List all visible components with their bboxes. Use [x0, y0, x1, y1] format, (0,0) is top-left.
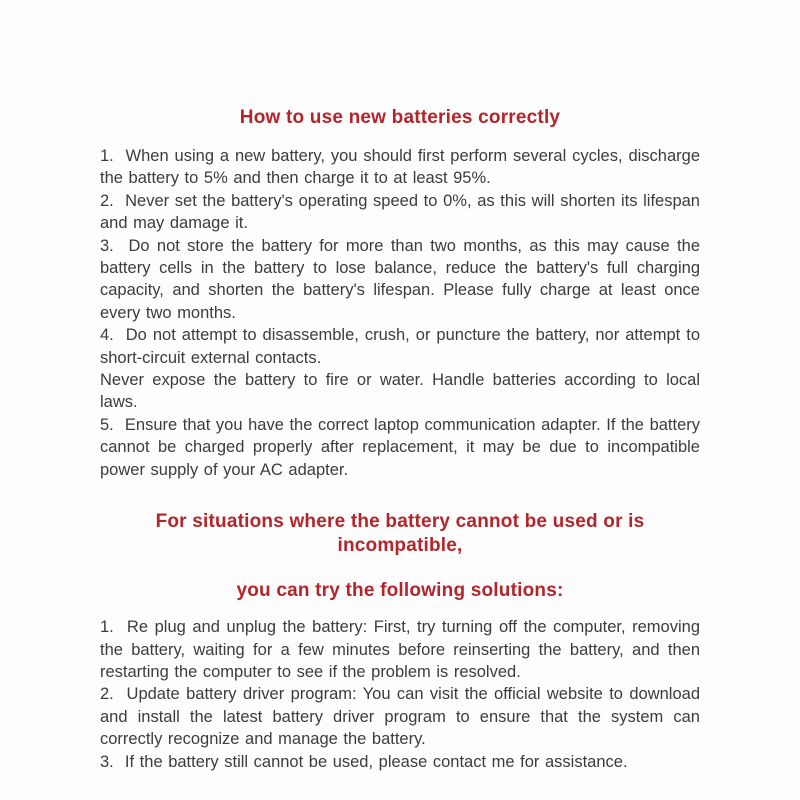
- solutions-section: [100, 616, 700, 773]
- troubleshooting-title-line1: For situations where the battery cannot be used or is incompatible,: [155, 511, 645, 557]
- document-content: [100, 106, 700, 773]
- solution-item-2: 2. Update battery driver program: You can visit the official website to download and install the latest battery driver program to ensure that the system can correctly recognize and manage the battery.: [100, 685, 700, 749]
- usage-item-4: 4. Do not attempt to disassemble, crush, or puncture the battery, nor attempt to short-circuit external contacts.: [100, 326, 700, 367]
- usage-instructions-section: [100, 145, 700, 481]
- usage-item-3: 3. Do not store the battery for more than two months, as this may cause the battery cells in the battery to lose balance, reduce the battery's full charging capacity, and shorten the battery's lifespan. Please fully charge at least once every two months.: [100, 236, 700, 322]
- solution-item-1: 1. Re plug and unplug the battery: First, try turning off the computer, removing the battery, waiting for a few minutes before reinserting the battery, and then restarting the computer to see if the problem is resolved.: [100, 618, 700, 681]
- usage-item-2: 2. Never set the battery's operating speed to 0%, as this will shorten its lifespan and may damage it.: [100, 191, 700, 233]
- troubleshooting-title-line2: you can try the following solutions:: [236, 580, 564, 602]
- usage-note-fire-water: Never expose the battery to fire or water. Handle batteries according to local laws.: [100, 371, 700, 412]
- usage-item-1: 1. When using a new battery, you should first perform several cycles, discharge the battery to 5% and then charge it to at least 95%.: [100, 147, 700, 188]
- main-title: How to use new batteries correctly: [239, 107, 561, 128]
- solution-item-3: 3. If the battery still cannot be used, please contact me for assistance.: [100, 752, 628, 771]
- usage-item-5: 5. Ensure that you have the correct laptop communication adapter. If the battery cannot be charged properly after replacement, it may be due to incompatible power supply of your AC adapter.: [100, 415, 701, 479]
